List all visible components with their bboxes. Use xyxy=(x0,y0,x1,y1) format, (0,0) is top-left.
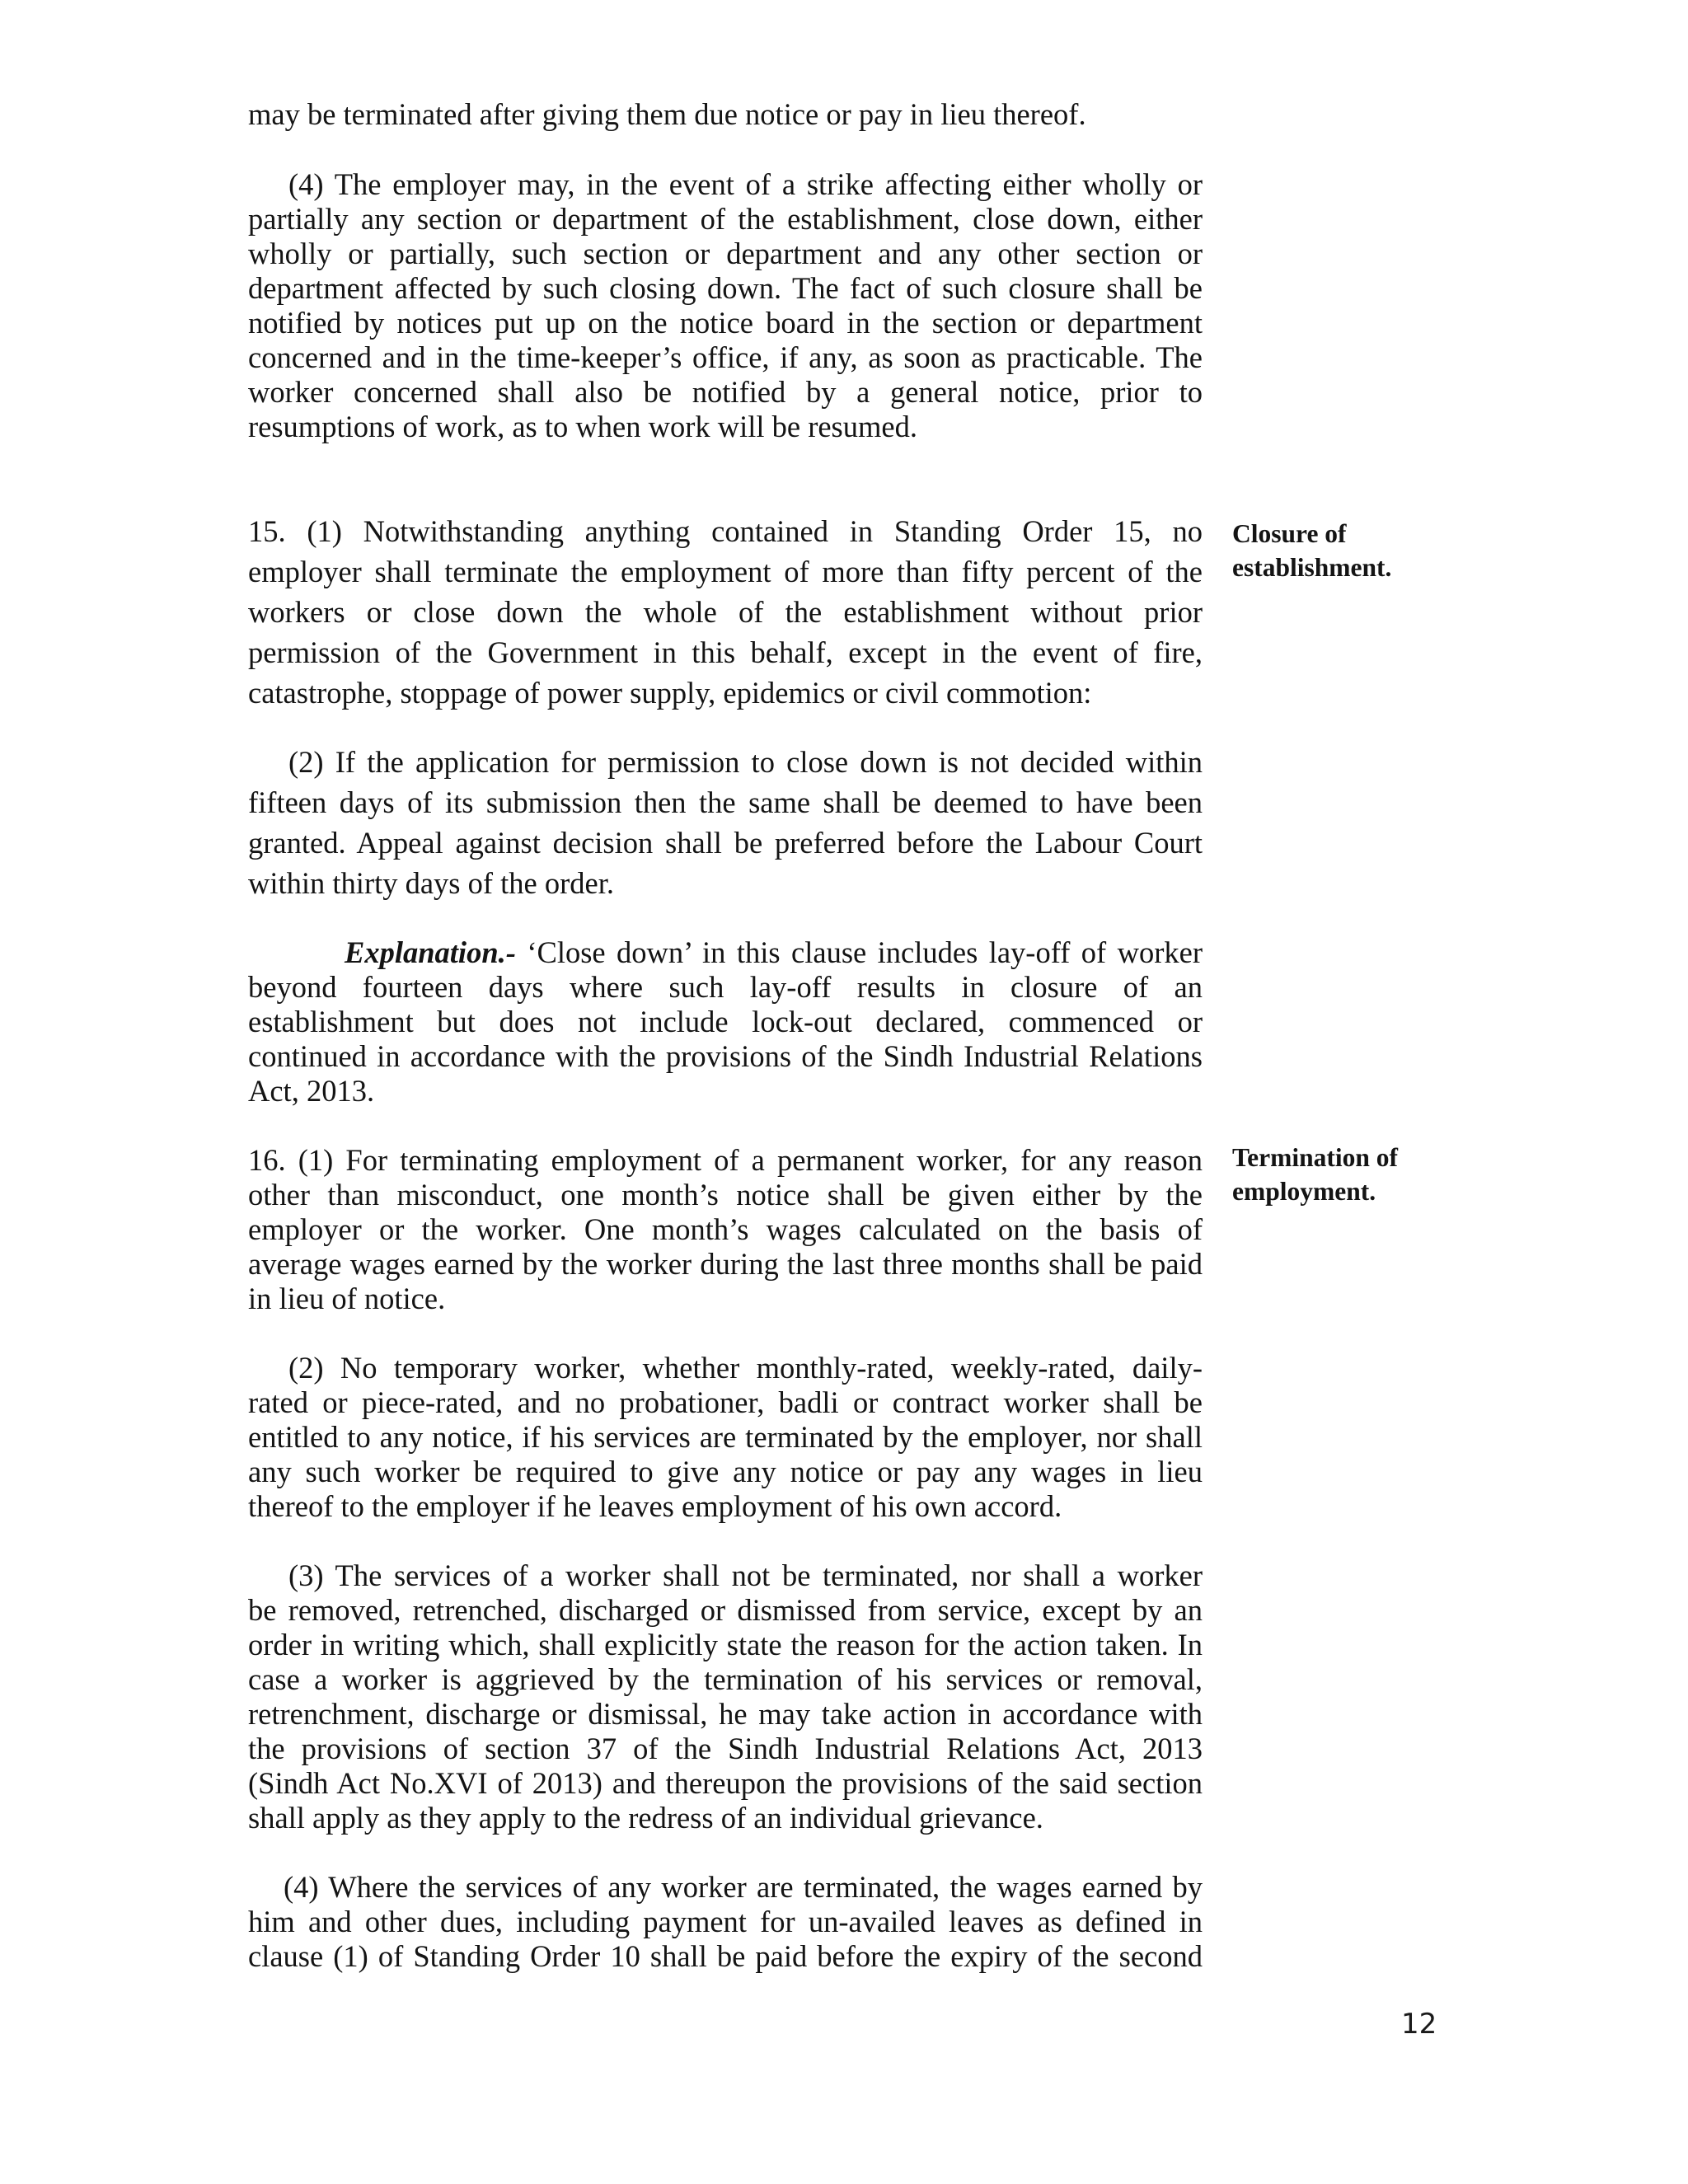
paragraph-line: be removed, retrenched, discharged or dismissed from service, except by an xyxy=(248,1593,1203,1627)
paragraph-line: employer shall terminate the employment of more than fifty percent of the xyxy=(248,555,1203,588)
paragraph-line: Act, 2013. xyxy=(248,1074,375,1108)
paragraph-line: establishment but does not include lock-out declared, commenced or xyxy=(248,1005,1203,1038)
paragraph-line: continued in accordance with the provisions of the Sindh Industrial Relations xyxy=(248,1039,1203,1073)
paragraph-line: any such worker be required to give any notice or pay any wages in lieu xyxy=(248,1455,1203,1488)
paragraph-line: (Sindh Act No.XVI of 2013) and thereupon the provisions of the said section xyxy=(248,1766,1203,1800)
paragraph-line: notified by notices put up on the notice board in the section or department xyxy=(248,306,1203,340)
explanation-label: Explanation.- xyxy=(345,935,516,969)
paragraph-line: may be terminated after giving them due notice or pay in lieu thereof. xyxy=(248,97,1086,131)
paragraph-line: catastrophe, stoppage of power supply, epidemics or civil commotion: xyxy=(248,676,1092,710)
margin-note-termination: Termination of employment. xyxy=(1232,1143,1398,1206)
paragraph-line: thereof to the employer if he leaves employment of his own accord. xyxy=(248,1489,1062,1523)
paragraph-line: him and other dues, including payment for un-availed leaves as defined in xyxy=(248,1905,1203,1938)
paragraph-line: resumptions of work, as to when work will be resumed. xyxy=(248,410,917,443)
paragraph-line: order in writing which, shall explicitly state the reason for the action taken. In xyxy=(248,1628,1203,1661)
paragraph-line: fifteen days of its submission then the same shall be deemed to have been xyxy=(248,785,1203,819)
paragraph-line: in lieu of notice. xyxy=(248,1282,446,1315)
paragraph-line: the provisions of section 37 of the Sindh Industrial Relations Act, 2013 xyxy=(248,1732,1203,1765)
paragraph-line: (2) If the application for permission to close down is not decided within xyxy=(288,745,1203,779)
paragraph-line: workers or close down the whole of the establishment without prior xyxy=(248,595,1203,629)
margin-note-closure: Closure of establishment. xyxy=(1232,519,1392,582)
paragraph-line: shall apply as they apply to the redress of an individual grievance. xyxy=(248,1801,1043,1835)
explanation-line: Explanation.- ‘Close down’ in this clause includes lay-off of worker xyxy=(345,935,1203,969)
paragraph-line: (4) Where the services of any worker are terminated, the wages earned by xyxy=(284,1870,1203,1904)
paragraph-line: department affected by such closing down. The fact of such closure shall be xyxy=(248,271,1203,305)
paragraph-line: permission of the Government in this behalf, except in the event of fire, xyxy=(248,635,1203,669)
paragraph-line: concerned and in the time-keeper’s office, if any, as soon as practicable. The xyxy=(248,340,1203,374)
page-number: 12 xyxy=(1401,2008,1437,2041)
paragraph-line: retrenchment, discharge or dismissal, he may take action in accordance with xyxy=(248,1697,1203,1731)
paragraph-line: partially any section or department of the establishment, close down, either xyxy=(248,202,1203,236)
paragraph-line: average wages earned by the worker during the last three months shall be paid xyxy=(248,1247,1203,1281)
paragraph-line: 16. (1) For terminating employment of a permanent worker, for any reason xyxy=(248,1143,1203,1177)
paragraph-line: granted. Appeal against decision shall be preferred before the Labour Court xyxy=(248,826,1203,860)
paragraph-line: 15. (1) Notwithstanding anything contained in Standing Order 15, no xyxy=(248,514,1203,548)
paragraph-line: clause (1) of Standing Order 10 shall be paid before the expiry of the second xyxy=(248,1939,1203,1973)
paragraph-line: worker concerned shall also be notified by a general notice, prior to xyxy=(248,375,1203,409)
paragraph-line: (4) The employer may, in the event of a strike affecting either wholly or xyxy=(288,167,1203,201)
paragraph-line: within thirty days of the order. xyxy=(248,866,615,900)
paragraph-line: (2) No temporary worker, whether monthly-rated, weekly-rated, daily- xyxy=(288,1351,1203,1385)
paragraph-line: employer or the worker. One month’s wages calculated on the basis of xyxy=(248,1212,1203,1246)
paragraph-line: beyond fourteen days where such lay-off results in closure of an xyxy=(248,970,1203,1004)
paragraph-line: other than misconduct, one month’s notice shall be given either by the xyxy=(248,1178,1203,1212)
paragraph-line: entitled to any notice, if his services are terminated by the employer, nor shall xyxy=(248,1420,1203,1454)
paragraph-line: wholly or partially, such section or department and any other section or xyxy=(248,237,1203,270)
paragraph-line: rated or piece-rated, and no probationer, badli or contract worker shall be xyxy=(248,1385,1203,1419)
paragraph-line: (3) The services of a worker shall not be terminated, nor shall a worker xyxy=(288,1558,1203,1592)
paragraph-line: case a worker is aggrieved by the termination of his services or removal, xyxy=(248,1662,1203,1696)
